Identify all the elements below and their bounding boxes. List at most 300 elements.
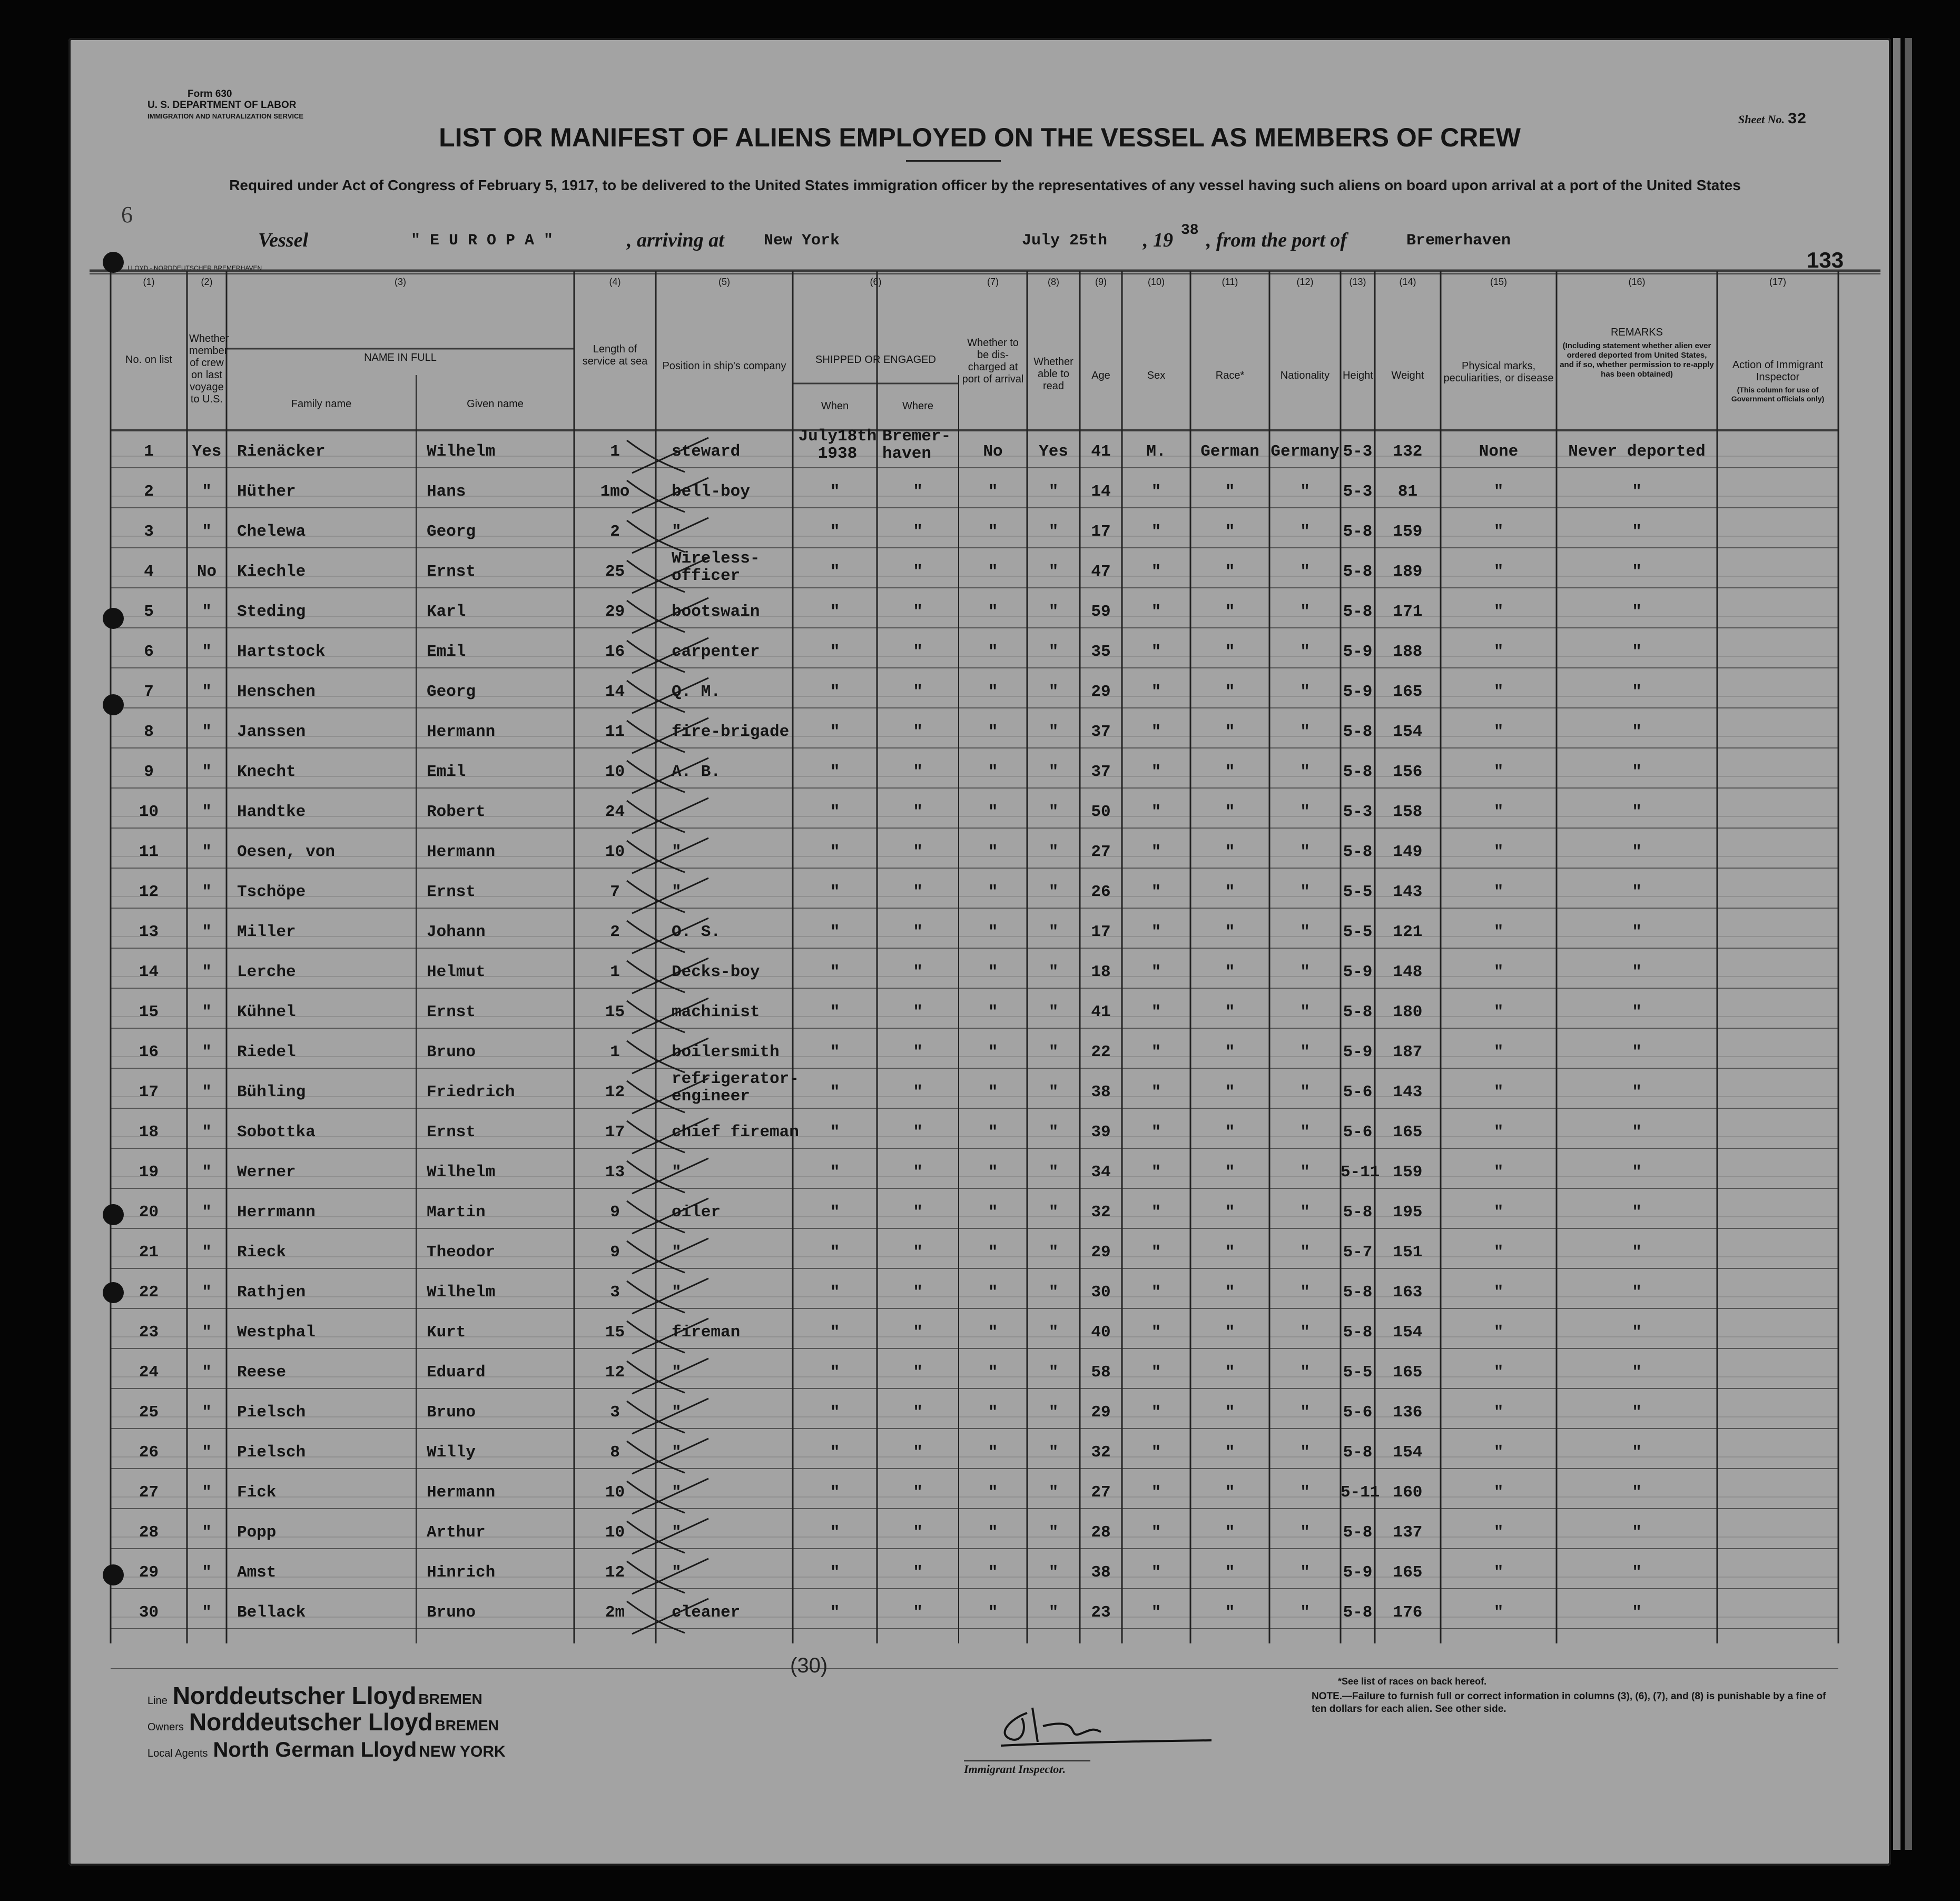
header-remarks: REMARKS [1611, 327, 1663, 338]
shipped-when: " [830, 1083, 840, 1101]
row-number: 9 [144, 763, 154, 781]
weight: 163 [1393, 1283, 1423, 1302]
shipped-when: " [830, 803, 840, 821]
age: 14 [1091, 482, 1111, 501]
row-number: 7 [144, 683, 154, 701]
given-name: Arthur [427, 1523, 486, 1542]
age: 29 [1091, 1403, 1111, 1422]
age: 29 [1091, 683, 1111, 701]
header-sex: Sex [1147, 370, 1166, 381]
position: " [672, 1363, 682, 1382]
age: 40 [1091, 1323, 1111, 1342]
height: 5-5 [1343, 1363, 1373, 1382]
discharged: " [988, 1443, 998, 1462]
position: Q. M. [672, 683, 721, 701]
row-number: 8 [144, 723, 154, 741]
arrival-port: New York [764, 232, 840, 250]
discharged: " [988, 1603, 998, 1622]
given-name: Wilhelm [427, 1163, 496, 1181]
nationality: Germany [1270, 442, 1340, 461]
column-number: (4) [609, 277, 621, 287]
punch-hole [103, 1204, 124, 1225]
discharged: " [988, 963, 998, 981]
discharged: " [988, 683, 998, 701]
weight: 154 [1393, 1323, 1423, 1342]
physical-marks: " [1493, 1083, 1504, 1101]
shipped-where: " [913, 603, 923, 621]
position: " [672, 1163, 682, 1181]
physical-marks: None [1479, 442, 1519, 461]
weight: 165 [1393, 683, 1423, 701]
header-given: Given name [467, 398, 524, 410]
member-last-voyage: " [202, 963, 212, 981]
shipped-when: " [830, 1203, 840, 1222]
physical-marks: " [1493, 1003, 1504, 1021]
discharged: " [988, 1243, 998, 1262]
height: 5-8 [1343, 1603, 1373, 1622]
shipped-when: " [830, 1563, 840, 1582]
position: " [672, 523, 682, 541]
member-last-voyage: No [196, 563, 217, 581]
shipped-when: " [830, 1603, 840, 1622]
header-physical: Physical marks, peculiarities, or disease [1443, 360, 1554, 384]
shipped-where: " [913, 923, 923, 941]
line-value: Norddeutscher Lloyd [172, 1682, 417, 1709]
race: " [1225, 523, 1235, 541]
shipped-when: " [830, 1323, 840, 1342]
header-discharged: Whether to be dis-charged at port of arrival [962, 337, 1024, 385]
owners-city: BREMEN [435, 1717, 499, 1733]
discharged: " [988, 803, 998, 821]
weight: 176 [1393, 1603, 1423, 1622]
able-to-read: " [1048, 603, 1059, 621]
family-name: Herrmann [237, 1203, 316, 1222]
physical-marks: " [1493, 523, 1504, 541]
length-of-service: 25 [605, 563, 625, 581]
nationality: " [1300, 883, 1310, 901]
shipped-when: " [830, 1483, 840, 1502]
position: bell-boy [672, 482, 750, 501]
physical-marks: " [1493, 1043, 1504, 1061]
age: 17 [1091, 923, 1111, 941]
race: " [1225, 1203, 1235, 1222]
able-to-read: " [1048, 683, 1059, 701]
page-number: 133 [1807, 248, 1844, 272]
remarks: " [1632, 1603, 1642, 1622]
race: " [1225, 803, 1235, 821]
height: 5-11 [1341, 1163, 1380, 1181]
physical-marks: " [1493, 603, 1504, 621]
race: " [1225, 1323, 1235, 1342]
physical-marks: " [1493, 883, 1504, 901]
physical-marks: " [1493, 963, 1504, 981]
height: 5-8 [1343, 723, 1373, 741]
shipped-when: " [830, 603, 840, 621]
able-to-read: " [1048, 1403, 1059, 1422]
able-to-read: " [1048, 1083, 1059, 1101]
length-of-service: 12 [605, 1563, 625, 1582]
row-number: 3 [144, 523, 154, 541]
member-last-voyage: " [202, 1283, 212, 1302]
sex: " [1151, 843, 1161, 861]
race: " [1225, 883, 1235, 901]
nationality: " [1300, 1243, 1310, 1262]
age: 27 [1091, 843, 1111, 861]
discharged: " [988, 723, 998, 741]
physical-marks: " [1493, 643, 1504, 661]
nationality: " [1300, 563, 1310, 581]
remarks: " [1632, 1403, 1642, 1422]
shipped-when: " [830, 563, 840, 581]
nationality: " [1300, 523, 1310, 541]
remarks: " [1632, 1523, 1642, 1542]
remarks: " [1632, 1563, 1642, 1582]
position: Wireless- officer [672, 549, 760, 585]
able-to-read: " [1048, 883, 1059, 901]
row-number: 21 [139, 1243, 159, 1262]
physical-marks: " [1493, 723, 1504, 741]
able-to-read: " [1048, 1563, 1059, 1582]
shipped-where: " [913, 803, 923, 821]
weight: 149 [1393, 843, 1423, 861]
able-to-read: " [1048, 963, 1059, 981]
family-name: Rienäcker [237, 442, 326, 461]
position: " [672, 1483, 682, 1502]
physical-marks: " [1493, 1323, 1504, 1342]
length-of-service: 10 [605, 843, 625, 861]
column-number: (12) [1296, 277, 1314, 287]
sex: " [1151, 803, 1161, 821]
physical-marks: " [1493, 1443, 1504, 1462]
row-number: 5 [144, 603, 154, 621]
weight: 165 [1393, 1123, 1423, 1141]
given-name: Wilhelm [427, 1283, 496, 1302]
height: 5-8 [1343, 1203, 1373, 1222]
shipped-where: " [913, 1243, 923, 1262]
shipped-where: Bremer- haven [882, 427, 951, 463]
age: 32 [1091, 1443, 1111, 1462]
sex: " [1151, 1443, 1161, 1462]
given-name: Bruno [427, 1603, 476, 1622]
position: steward [672, 442, 741, 461]
position: machinist [672, 1003, 760, 1021]
position: " [672, 1243, 682, 1262]
sex: " [1151, 603, 1161, 621]
position: oiler [672, 1203, 721, 1222]
column-number: (5) [718, 277, 730, 287]
given-name: Wilhelm [427, 442, 496, 461]
nationality: " [1300, 683, 1310, 701]
race: " [1225, 1083, 1235, 1101]
column-number: (14) [1399, 277, 1416, 287]
race: " [1225, 1243, 1235, 1262]
race: " [1225, 683, 1235, 701]
member-last-voyage: " [202, 883, 212, 901]
discharged: " [988, 763, 998, 781]
nationality: " [1300, 803, 1310, 821]
shipped-where: " [913, 523, 923, 541]
member-last-voyage: " [202, 1203, 212, 1222]
header-length: Length of service at sea [582, 343, 648, 367]
height: 5-8 [1343, 763, 1373, 781]
nationality: " [1300, 1563, 1310, 1582]
member-last-voyage: " [202, 763, 212, 781]
family-name: Reese [237, 1363, 287, 1382]
shipped-where: " [913, 1043, 923, 1061]
given-name: Ernst [427, 883, 476, 901]
able-to-read: " [1048, 1243, 1059, 1262]
shipped-when: " [830, 1003, 840, 1021]
from-label: , from the port of [1206, 229, 1347, 251]
shipped-where: " [913, 1123, 923, 1141]
row-number: 23 [139, 1323, 159, 1342]
remarks: " [1632, 843, 1642, 861]
member-last-voyage: " [202, 1043, 212, 1061]
family-name: Oesen, von [237, 843, 336, 861]
shipped-where: " [913, 1083, 923, 1101]
position: " [672, 1563, 682, 1582]
row-number: 15 [139, 1003, 159, 1021]
able-to-read: " [1048, 1203, 1059, 1222]
able-to-read: " [1048, 1283, 1059, 1302]
row-number: 6 [144, 643, 154, 661]
length-of-service: 10 [605, 1483, 625, 1502]
length-of-service: 2m [605, 1603, 625, 1622]
weight: 154 [1393, 723, 1423, 741]
remarks: " [1632, 1443, 1642, 1462]
position: A. B. [672, 763, 721, 781]
family-name: Sobottka [237, 1123, 316, 1141]
remarks: " [1632, 1043, 1642, 1061]
length-of-service: 12 [605, 1083, 625, 1101]
family-name: Miller [237, 923, 296, 941]
header-race: Race* [1215, 370, 1245, 381]
given-name: Georg [427, 523, 476, 541]
sex: " [1151, 1003, 1161, 1021]
age: 39 [1091, 1123, 1111, 1141]
given-name: Willy [427, 1443, 476, 1462]
sex: M. [1146, 442, 1166, 461]
shipped-where: " [913, 883, 923, 901]
age: 37 [1091, 763, 1111, 781]
family-name: Kiechle [237, 563, 306, 581]
header-action-note: (This column for use of Government officials only) [1731, 386, 1825, 403]
shipped-where: " [913, 482, 923, 501]
row-number: 16 [139, 1043, 159, 1061]
row-number: 19 [139, 1163, 159, 1181]
discharged: " [988, 482, 998, 501]
physical-marks: " [1493, 482, 1504, 501]
position: " [672, 1523, 682, 1542]
fine-note: NOTE.—Failure to furnish full or correct information in columns (3), (6), (7), and (8) is punishable by a fine of ten dollars for each alien. See other side. [1312, 1691, 1826, 1715]
age: 41 [1091, 442, 1111, 461]
shipped-where: " [913, 683, 923, 701]
member-last-voyage: " [202, 1363, 212, 1382]
age: 23 [1091, 1603, 1111, 1622]
shipped-when: " [830, 923, 840, 941]
shipped-when: " [830, 1443, 840, 1462]
row-number: 30 [139, 1603, 159, 1622]
length-of-service: 8 [610, 1443, 620, 1462]
length-of-service: 10 [605, 763, 625, 781]
family-name: Hüther [237, 482, 296, 501]
nationality: " [1300, 723, 1310, 741]
given-name: Georg [427, 683, 476, 701]
length-of-service: 16 [605, 643, 625, 661]
row-number: 10 [139, 803, 159, 821]
remarks: " [1632, 1163, 1642, 1181]
page-title: LIST OR MANIFEST OF ALIENS EMPLOYED ON THE VESSEL AS MEMBERS OF CREW [439, 123, 1521, 152]
family-name: Knecht [237, 763, 296, 781]
shipped-when: " [830, 1043, 840, 1061]
height: 5-3 [1343, 482, 1373, 501]
nationality: " [1300, 843, 1310, 861]
physical-marks: " [1493, 1603, 1504, 1622]
nationality: " [1300, 1283, 1310, 1302]
shipped-where: " [913, 1363, 923, 1382]
age: 27 [1091, 1483, 1111, 1502]
race: " [1225, 1603, 1235, 1622]
row-number: 11 [139, 843, 159, 861]
able-to-read: " [1048, 803, 1059, 821]
race: " [1225, 482, 1235, 501]
shipped-when: " [830, 643, 840, 661]
departure-port: Bremerhaven [1406, 232, 1511, 250]
header-shipped: SHIPPED OR ENGAGED [815, 354, 936, 366]
age: 50 [1091, 803, 1111, 821]
nationality: " [1300, 1363, 1310, 1382]
column-number: (6) [870, 277, 882, 287]
punch-hole [103, 1282, 124, 1303]
race: " [1225, 1443, 1235, 1462]
stacked-page-edge [1893, 38, 1900, 1850]
row-number: 20 [139, 1203, 159, 1222]
able-to-read: Yes [1039, 442, 1068, 461]
height: 5-6 [1343, 1403, 1373, 1422]
age: 18 [1091, 963, 1111, 981]
shipped-where: " [913, 723, 923, 741]
corner-mark: 6 [121, 202, 133, 228]
weight: 132 [1393, 442, 1423, 461]
discharged: " [988, 523, 998, 541]
remarks: " [1632, 563, 1642, 581]
member-last-voyage: " [202, 1403, 212, 1422]
physical-marks: " [1493, 803, 1504, 821]
table-grid [68, 38, 1891, 1866]
discharged: No [983, 442, 1003, 461]
race: " [1225, 643, 1235, 661]
race: " [1225, 723, 1235, 741]
race: " [1225, 1123, 1235, 1141]
header-remarks-note: (Including statement whether alien ever ordered deported from United States, and if so, whether permission to re-apply has been obtained) [1560, 341, 1714, 379]
weight: 159 [1393, 523, 1423, 541]
column-number: (17) [1769, 277, 1786, 287]
height: 5-8 [1343, 1003, 1373, 1021]
position: " [672, 883, 682, 901]
position: " [672, 843, 682, 861]
able-to-read: " [1048, 1123, 1059, 1141]
height: 5-3 [1343, 442, 1373, 461]
length-of-service: 12 [605, 1363, 625, 1382]
remarks: " [1632, 603, 1642, 621]
member-last-voyage: " [202, 1483, 212, 1502]
column-number: (15) [1490, 277, 1507, 287]
member-last-voyage: " [202, 683, 212, 701]
line-city: BREMEN [418, 1691, 482, 1707]
length-of-service: 1 [610, 963, 620, 981]
row-number: 29 [139, 1563, 159, 1582]
able-to-read: " [1048, 643, 1059, 661]
header-member: Whether member of crew on last voyage to U.S. [189, 333, 229, 405]
position: " [672, 1283, 682, 1302]
race: " [1225, 843, 1235, 861]
nationality: " [1300, 963, 1310, 981]
family-name: Bühling [237, 1083, 306, 1101]
shipped-where: " [913, 1563, 923, 1582]
given-name: Eduard [427, 1363, 486, 1382]
shipped-when: " [830, 1523, 840, 1542]
given-name: Helmut [427, 963, 486, 981]
length-of-service: 1 [610, 442, 620, 461]
position: O. S. [672, 923, 721, 941]
row-number: 22 [139, 1283, 159, 1302]
age: 59 [1091, 603, 1111, 621]
able-to-read: " [1048, 843, 1059, 861]
remarks: " [1632, 482, 1642, 501]
punch-hole [103, 1564, 124, 1585]
discharged: " [988, 1163, 998, 1181]
vessel-small-print: LLOYD - NORDDEUTSCHER BREMERHAVEN [127, 264, 262, 272]
position: refrigerator- engineer [672, 1070, 799, 1106]
position: fireman [672, 1323, 741, 1342]
physical-marks: " [1493, 923, 1504, 941]
height: 5-8 [1343, 1443, 1373, 1462]
age: 34 [1091, 1163, 1111, 1181]
shipped-when: " [830, 1363, 840, 1382]
able-to-read: " [1048, 923, 1059, 941]
header-family: Family name [291, 398, 352, 410]
able-to-read: " [1048, 1443, 1059, 1462]
shipped-where: " [913, 1483, 923, 1502]
length-of-service: 15 [605, 1003, 625, 1021]
member-last-voyage: " [202, 1323, 212, 1342]
punch-hole [103, 252, 124, 273]
weight: 165 [1393, 1363, 1423, 1382]
sex: " [1151, 1523, 1161, 1542]
length-of-service: 3 [610, 1283, 620, 1302]
position: carpenter [672, 643, 760, 661]
race: " [1225, 1403, 1235, 1422]
length-of-service: 2 [610, 923, 620, 941]
nationality: " [1300, 1083, 1310, 1101]
race: " [1225, 1003, 1235, 1021]
race: " [1225, 763, 1235, 781]
agents-value: North German Lloyd [213, 1738, 417, 1761]
header-weight: Weight [1391, 370, 1424, 381]
remarks: " [1632, 963, 1642, 981]
height: 5-8 [1343, 603, 1373, 621]
row-number: 17 [139, 1083, 159, 1101]
shipped-where: " [913, 1523, 923, 1542]
age: 17 [1091, 523, 1111, 541]
age: 29 [1091, 1243, 1111, 1262]
nationality: " [1300, 1523, 1310, 1542]
sex: " [1151, 1243, 1161, 1262]
shipped-when: " [830, 963, 840, 981]
given-name: Ernst [427, 1003, 476, 1021]
service: IMMIGRATION AND NATURALIZATION SERVICE [147, 112, 304, 120]
given-name: Emil [427, 763, 466, 781]
